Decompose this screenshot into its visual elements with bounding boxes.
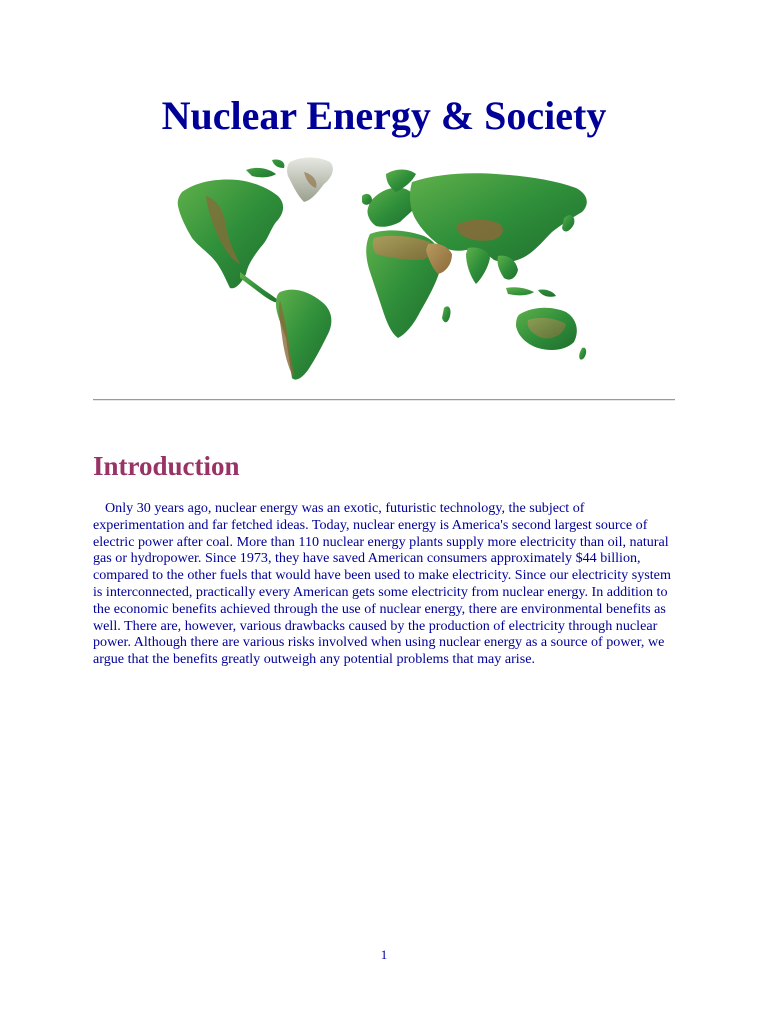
central-america-landmass [240, 272, 280, 303]
introduction-paragraph: Only 30 years ago, nuclear energy was an exotic, futuristic technology, the subject of experimentation and far fetched ideas. Today, nuclear energy is America's second largest source of electric power after coal. More than 110 nuclear energy plants supply more electricity than oil, natural gas or hydropower. Since 1973, they have saved American consumers approximately $44 billion, compared to the other fuels that would have been used to make electricity. Since our electricity system is interconnected, practically every American gets some electricity from nuclear energy. In addition to the economic benefits achieved through the use of nuclear energy, there are environmental benefits as well. There are, however, various drawbacks caused by the production of electricity through nuclear power. Although there are various risks involved when using nuclear energy as a source of power, we argue that the benefits greatly outweigh any potential problems that may arise. [93, 500, 671, 668]
north-america-landmass [178, 180, 283, 289]
document-title: Nuclear Energy & Society [161, 93, 607, 138]
world-map-image [176, 152, 592, 384]
new-zealand [579, 348, 586, 360]
madagascar [442, 306, 451, 322]
section-heading-introduction: Introduction [93, 451, 240, 481]
page-number: 1 [380, 947, 388, 962]
arctic-islands [246, 159, 284, 177]
horizontal-divider [93, 399, 675, 401]
europe-landmass [367, 188, 416, 227]
india-landmass [466, 247, 490, 284]
indonesia-islands [506, 287, 556, 297]
